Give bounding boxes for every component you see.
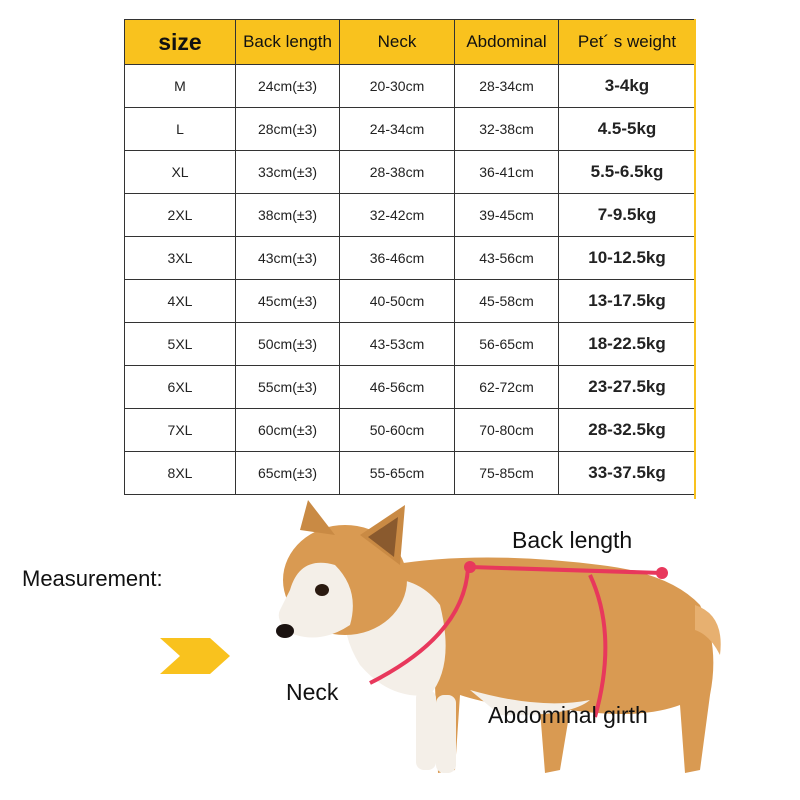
cell-weight: 28-32.5kg [559,409,696,452]
cell-size: 4XL [125,280,236,323]
cell-weight: 13-17.5kg [559,280,696,323]
table-row [125,323,696,366]
cell-neck: 28-38cm [340,151,455,194]
cell-back-length: 33cm(±3) [236,151,340,194]
cell-neck: 55-65cm [340,452,455,495]
cell-abdominal: 28-34cm [455,65,559,108]
cell-back-length: 60cm(±3) [236,409,340,452]
table-row [125,194,696,237]
header-back-length: Back length [236,20,340,65]
cell-abdominal: 70-80cm [455,409,559,452]
cell-size: L [125,108,236,151]
cell-neck: 43-53cm [340,323,455,366]
table-row [125,237,696,280]
cell-abdominal: 45-58cm [455,280,559,323]
cell-back-length: 50cm(±3) [236,323,340,366]
cell-back-length: 43cm(±3) [236,237,340,280]
cell-weight: 18-22.5kg [559,323,696,366]
table-row [125,108,696,151]
cell-back-length: 65cm(±3) [236,452,340,495]
cell-neck: 50-60cm [340,409,455,452]
cell-neck: 36-46cm [340,237,455,280]
measurement-title: Measurement: [22,566,163,591]
cell-neck: 40-50cm [340,280,455,323]
cell-abdominal: 75-85cm [455,452,559,495]
table-row [125,151,696,194]
header-neck: Neck [340,20,455,65]
cell-neck: 32-42cm [340,194,455,237]
cell-back-length: 24cm(±3) [236,65,340,108]
cell-abdominal: 39-45cm [455,194,559,237]
table-row [125,366,696,409]
cell-abdominal: 32-38cm [455,108,559,151]
cell-abdominal: 62-72cm [455,366,559,409]
cell-back-length: 28cm(±3) [236,108,340,151]
cell-size: 2XL [125,194,236,237]
cell-size: 8XL [125,452,236,495]
table-right-edge [694,19,696,499]
cell-abdominal: 36-41cm [455,151,559,194]
cell-weight: 33-37.5kg [559,452,696,495]
header-pet-weight: Pet´ s weight [559,20,696,65]
table-row [125,280,696,323]
cell-neck: 24-34cm [340,108,455,151]
back-length-label: Back length [512,527,633,553]
cell-size: 7XL [125,409,236,452]
cell-back-length: 38cm(±3) [236,194,340,237]
cell-size: XL [125,151,236,194]
cell-neck: 20-30cm [340,65,455,108]
table-row [125,409,696,452]
cell-abdominal: 56-65cm [455,323,559,366]
cell-back-length: 45cm(±3) [236,280,340,323]
cell-size: M [125,65,236,108]
cell-weight: 4.5-5kg [559,108,696,151]
cell-weight: 5.5-6.5kg [559,151,696,194]
cell-weight: 3-4kg [559,65,696,108]
abdominal-girth-label: Abdominal girth [488,702,648,728]
size-chart-table [124,19,696,495]
corgi-illustration [240,495,730,795]
cell-weight: 7-9.5kg [559,194,696,237]
cell-back-length: 55cm(±3) [236,366,340,409]
table-row [125,65,696,108]
header-size: size [125,20,236,65]
neck-label: Neck [286,679,339,705]
cell-weight: 10-12.5kg [559,237,696,280]
cell-weight: 23-27.5kg [559,366,696,409]
header-abdominal: Abdominal [455,20,559,65]
cell-size: 5XL [125,323,236,366]
table-row [125,452,696,495]
table-header-row [125,20,696,65]
cell-size: 6XL [125,366,236,409]
cell-abdominal: 43-56cm [455,237,559,280]
cell-size: 3XL [125,237,236,280]
chevron-arrow-icon [160,638,232,674]
cell-neck: 46-56cm [340,366,455,409]
